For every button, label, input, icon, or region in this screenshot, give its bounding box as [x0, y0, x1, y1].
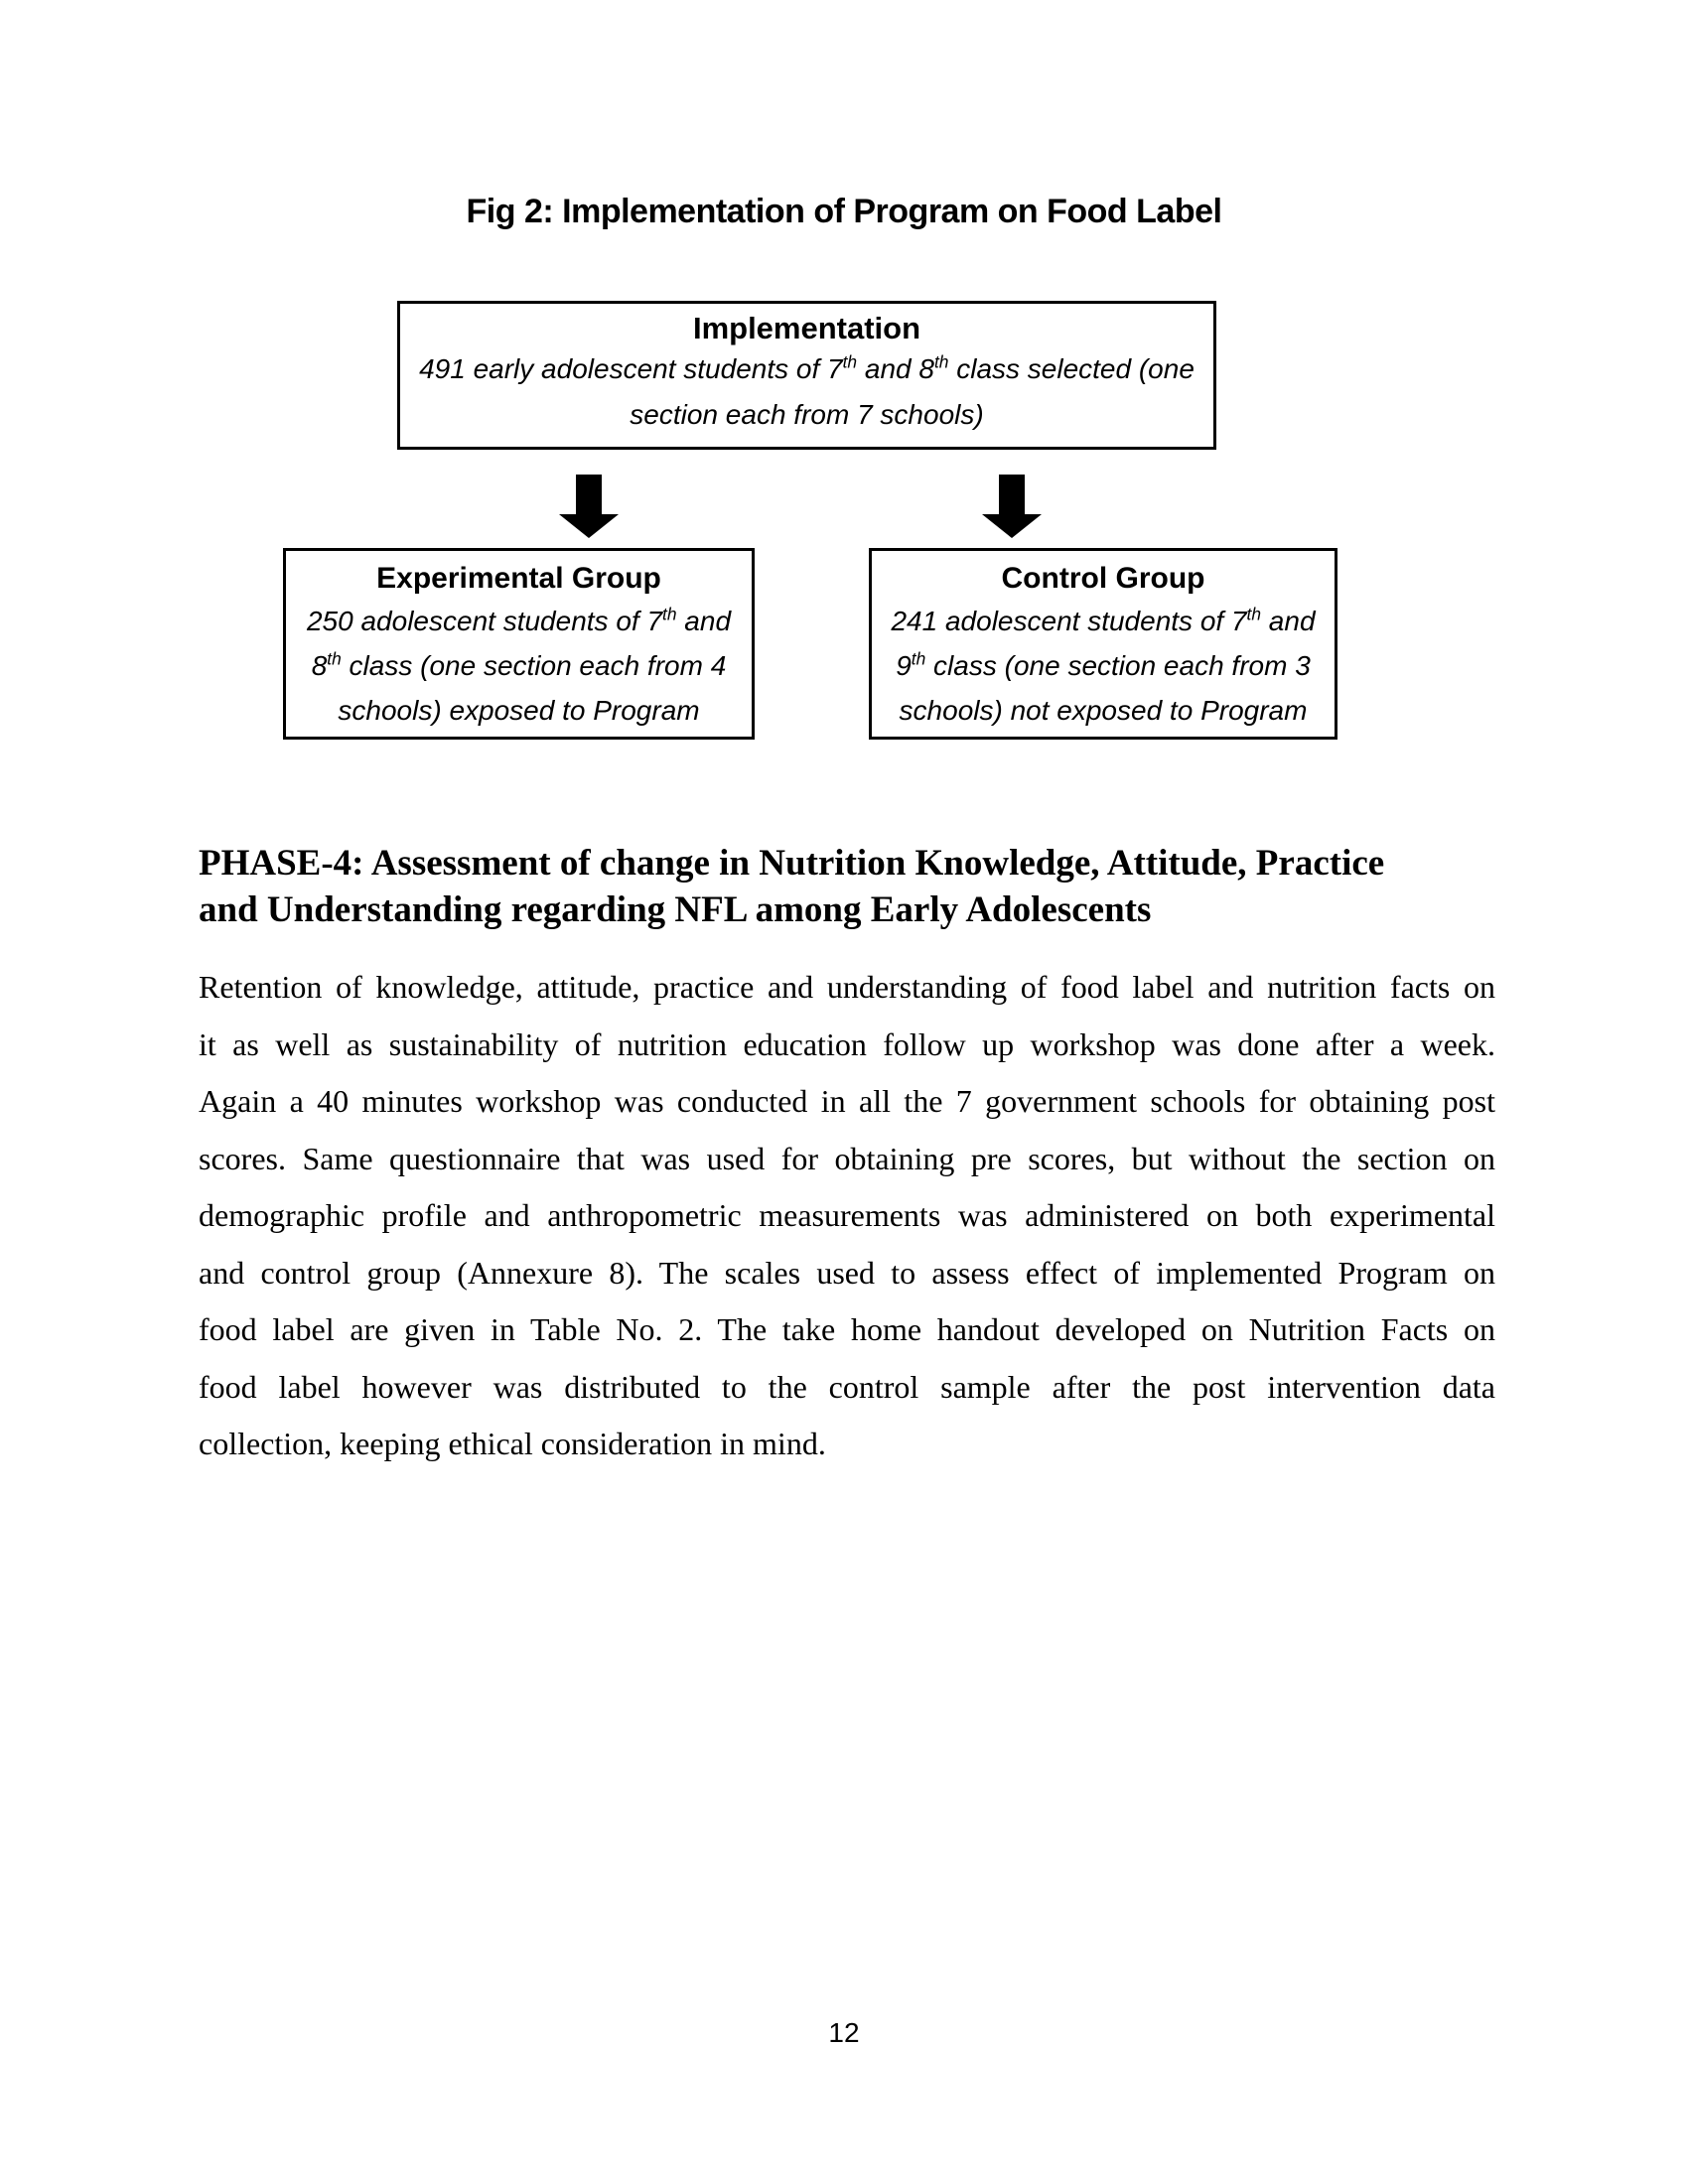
paragraph-line: Again a 40 minutes workshop was conducted in all the 7 government schools for obtaining post [199, 1083, 1495, 1119]
experimental-group-title: Experimental Group [376, 562, 661, 595]
control-group-text [872, 599, 1335, 733]
paragraph-line: food label however was distributed to the control sample after the post intervention data [199, 1368, 1495, 1405]
paragraph-line: and control group (Annexure 8). The scales used to assess effect of implemented Program on [199, 1254, 1495, 1291]
down-arrow-icon [559, 475, 619, 538]
section-heading [199, 840, 1519, 933]
control-group-line: schools) not exposed to Program [899, 695, 1308, 726]
experimental-group-line: 8th class (one section each from 4 [311, 648, 727, 681]
body-paragraph [199, 959, 1495, 1473]
paragraph-line: it as well as sustainability of nutrition education follow up workshop was done after a week. [199, 1025, 1495, 1062]
figure-title: Fig 2: Implementation of Program on Food Label [466, 193, 1222, 230]
paragraph-line: Retention of knowledge, attitude, practice and understanding of food label and nutrition facts on [199, 969, 1495, 1005]
experimental-group-box [283, 548, 755, 740]
down-arrow-icon [982, 475, 1042, 538]
paragraph-line: food label are given in Table No. 2. The take home handout developed on Nutrition Facts on [199, 1311, 1495, 1347]
experimental-group-line: schools) exposed to Program [338, 695, 700, 726]
control-group-box [869, 548, 1337, 740]
paragraph-line: demographic profile and anthropometric measurements was administered on both experimental [199, 1197, 1495, 1233]
experimental-group-text [286, 599, 752, 733]
section-heading-line: PHASE-4: Assessment of change in Nutrition Knowledge, Attitude, Practice [199, 843, 1385, 884]
paragraph-line: collection, keeping ethical consideration in mind. [199, 1426, 826, 1461]
implementation-box [397, 301, 1216, 450]
experimental-group-line: 250 adolescent students of 7th and [306, 604, 732, 636]
control-group-line: 241 adolescent students of 7th and [891, 604, 1316, 636]
control-group-title: Control Group [1001, 562, 1205, 595]
implementation-box-line: 491 early adolescent students of 7th and 8th class selected (one [419, 351, 1195, 384]
control-group-line: 9th class (one section each from 3 [896, 648, 1311, 681]
paragraph-line: scores. Same questionnaire that was used for obtaining pre scores, but without the section on [199, 1140, 1495, 1176]
section-heading-line: and Understanding regarding NFL among Early Adolescents [199, 889, 1152, 930]
implementation-box-line: section each from 7 schools) [630, 399, 984, 430]
implementation-box-text [400, 346, 1213, 438]
implementation-box-title: Implementation [692, 311, 921, 345]
page-number: 12 [828, 2017, 860, 2048]
